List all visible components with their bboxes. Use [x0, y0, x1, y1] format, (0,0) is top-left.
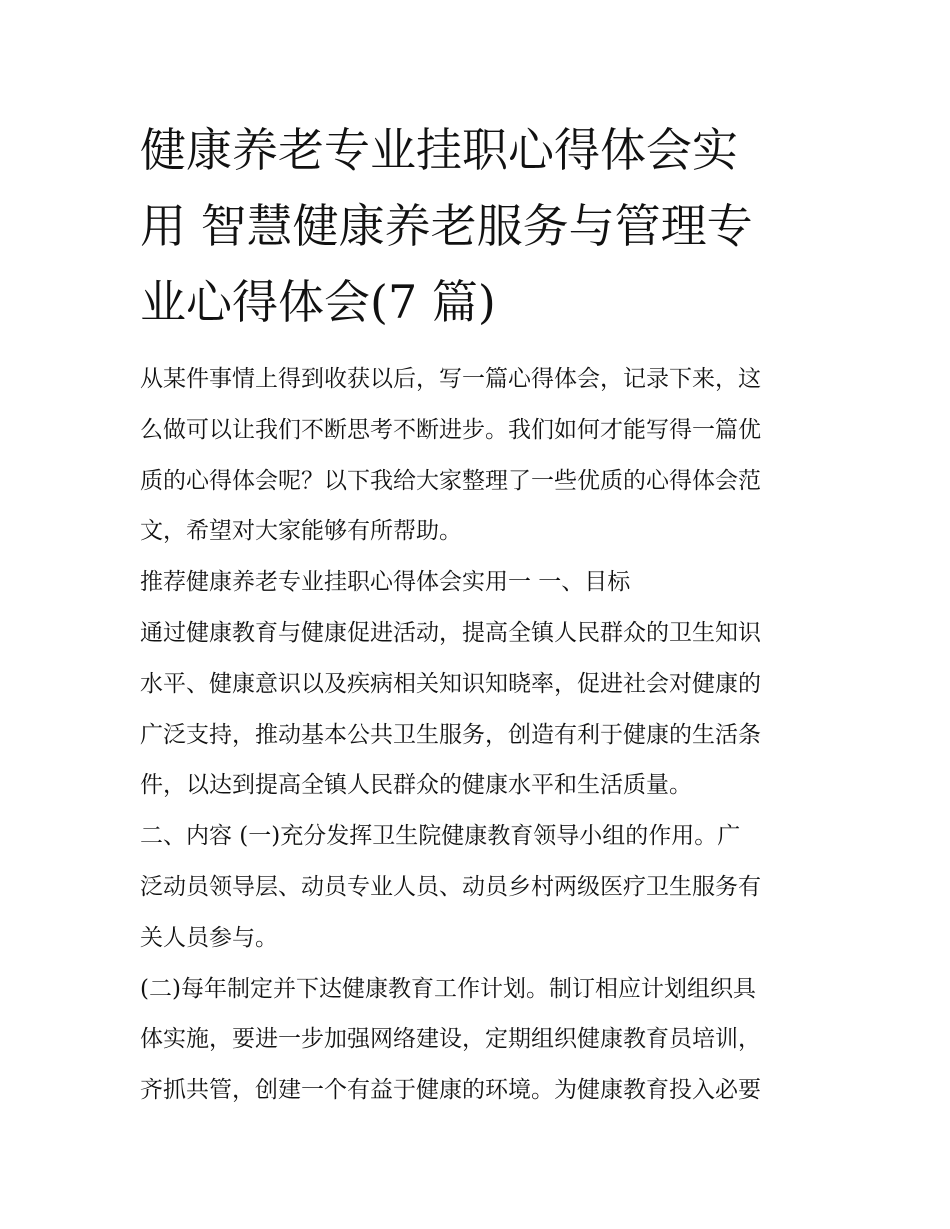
body-line: 么做可以让我们不断思考不断进步。我们如何才能写得一篇优 — [140, 416, 761, 443]
body-line: (二)每年制定并下达健康教育工作计划。制订相应计划组织具 — [140, 975, 756, 1002]
body-line: 水平、健康意识以及疾病相关知识知晓率，促进社会对健康的 — [140, 670, 761, 697]
document-title — [140, 112, 812, 340]
body-line: 体实施，要进一步加强网络建设，定期组织健康教育员培训， — [140, 1026, 761, 1053]
body-line: 广泛支持，推动基本公共卫生服务，创造有利于健康的生活条 — [140, 721, 761, 748]
title-line: 健康养老专业挂职心得体会实 — [140, 123, 738, 177]
body-line: 从某件事情上得到收获以后，写一篇心得体会，记录下来，这 — [140, 366, 761, 392]
document-body — [140, 354, 812, 1116]
body-line: 通过健康教育与健康促进活动，提高全镇人民群众的卫生知识 — [140, 619, 761, 646]
body-line: 关人员参与。 — [140, 924, 278, 951]
body-line: 文，希望对大家能够有所帮助。 — [140, 518, 462, 545]
title-line: 用 智慧健康养老服务与管理专 — [140, 199, 753, 253]
body-line: 件，以达到提高全镇人民群众的健康水平和生活质量。 — [140, 772, 692, 799]
title-line: 业心得体会(7 篇) — [140, 275, 496, 329]
section-heading-line: 二、内容 (一)充分发挥卫生院健康教育领导小组的作用。广 — [140, 823, 741, 850]
body-line: 质的心得体会呢？以下我给大家整理了一些优质的心得体会范 — [140, 467, 761, 494]
section-heading-line: 推荐健康养老专业挂职心得体会实用一 一、目标 — [140, 569, 631, 596]
document-page — [140, 112, 812, 1116]
body-line: 泛动员领导层、动员专业人员、动员乡村两级医疗卫生服务有 — [140, 873, 761, 900]
body-line: 齐抓共管，创建一个有益于健康的环境。为健康教育投入必要 — [140, 1077, 761, 1104]
